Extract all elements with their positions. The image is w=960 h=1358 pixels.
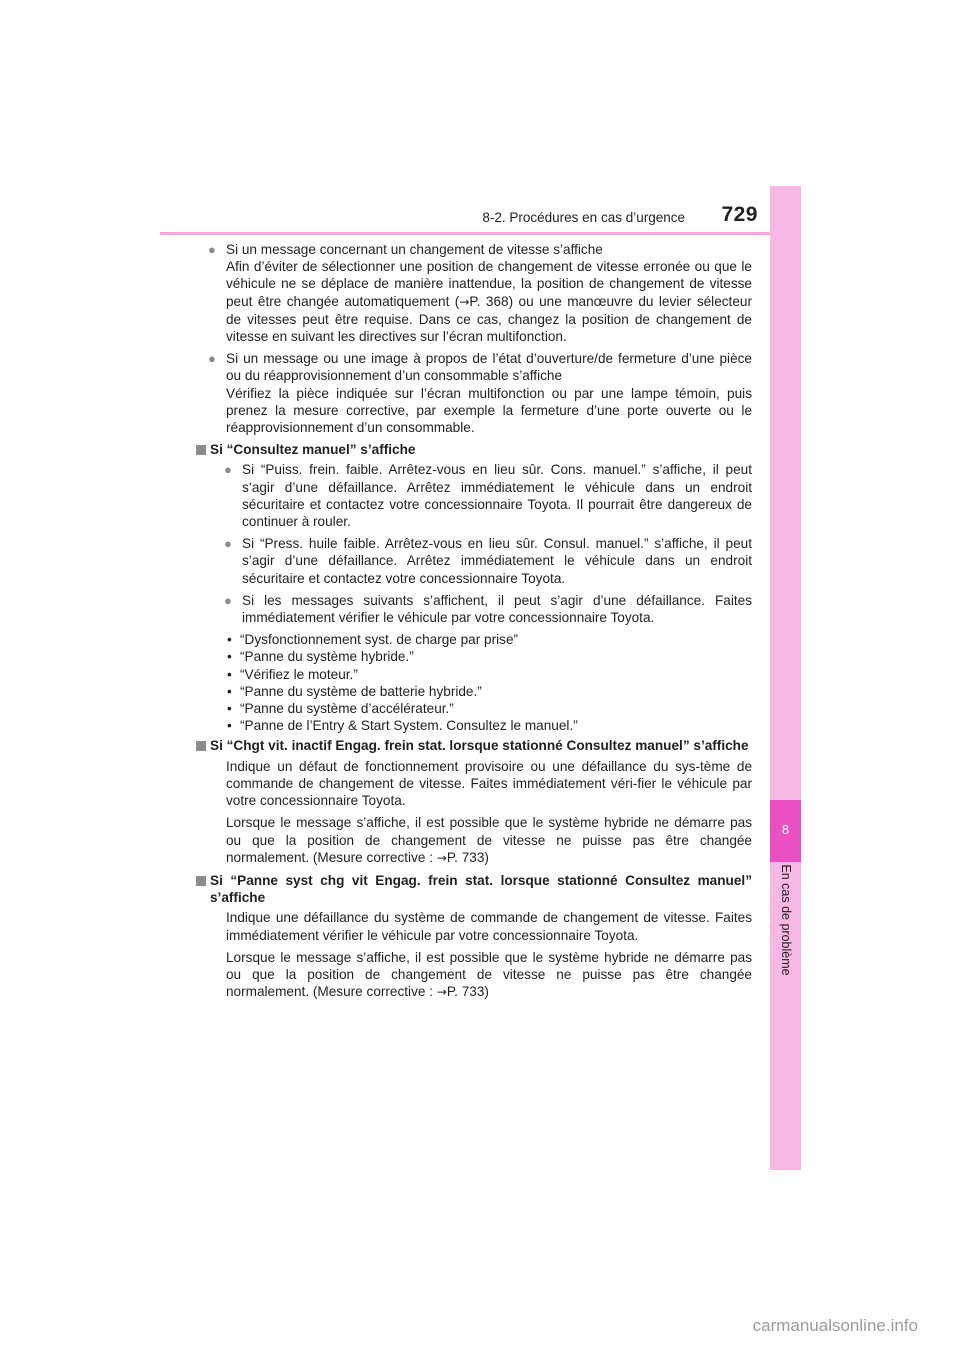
section-heading: Si “Consultez manuel” s’affiche [196,441,752,458]
message-list-item: • “Panne de l’Entry & Start System. Consultez le manuel.” [226,717,752,734]
paragraph: Lorsque le message s’affiche, il est possible que le système hybride ne démarre pas ou que la position de changement de vitesse ne puisse pas être changée normalement. (Mesure corrective : →P. 733) [226,949,752,1000]
paragraph: Indique un défaut de fonctionnement provisoire ou une défaillance du sys-tème de commande de changement de vitesse. Faites immédiatement véri-fier le véhicule par votre concessionnaire Toyota. [226,758,752,809]
arrow-icon: → [436,985,447,1000]
page-reference[interactable]: P. 368 [469,293,509,309]
message-list-item: • “Panne du système d’accélérateur.” [226,700,752,717]
section-body [210,461,752,626]
section-heading: Si “Chgt vit. inactif Engag. frein stat. lorsque stationné Consultez manuel” s’affiche [196,737,752,754]
item-text: Afin d’éviter de sélectionner une position de changement de vitesse erronée ou que le véhicule ne se déplace de manière inattendue, la position de changement de vitesse peut être changée automatiquement (→P. 368) ou une manœuvre du levier sélecteur de vitesses peut être requise. Dans ce cas, changez la position de changement de vitesse en suivant les directives sur l’écran multifonction. [226,259,752,345]
paragraph: Indique une défaillance du système de commande de changement de vitesse. Faites immédiatement vérifier le véhicule par votre concessionnaire Toyota. [226,910,752,943]
header-divider [160,232,800,235]
list-item [210,350,752,436]
arrow-icon: → [459,294,470,309]
section-heading: Si “Panne syst chg vit Engag. frein stat. lorsque stationné Consultez manuel” s’affiche [196,872,752,906]
square-bullet-icon [196,876,206,886]
list-item [210,241,752,345]
arrow-icon: → [436,850,447,865]
list-item: ● Si “Press. huile faible. Arrêtez-vous en lieu sûr. Consul. manuel.” s’affiche, il peut s’agir d’une défaillance. Arrêtez immédiatement le véhicule dans un endroit sécuritaire et contactez votre concessionnaire Toyota. [224,536,752,586]
bullet-icon: ● [224,592,232,608]
page-content [210,241,752,1006]
page-reference[interactable]: P. 733 [446,849,485,865]
square-bullet-icon [196,741,206,751]
chapter-side-tab [770,186,801,1170]
page-reference[interactable]: P. 733 [446,984,485,1000]
page-number: 729 [721,203,758,226]
bullet-icon: ● [208,242,216,257]
chapter-number: 8 [781,822,790,837]
section-reference: 8-2. Procédures en cas d’urgence [482,210,685,225]
bullet-icon: ● [208,351,216,367]
paragraph: Lorsque le message s’affiche, il est possible que le système hybride ne démarre pas ou que la position de changement de vitesse ne puisse pas être changée normalement. (Mesure corrective : →P. 733) [226,815,752,865]
chapter-label: En cas de problème [779,864,793,976]
square-bullet-icon [196,445,206,455]
item-title: Si un message ou une image à propos de l’état d’ouverture/de fermeture d’une pièce ou du réapprovisionnement d’un consommable s’affiche [226,351,752,384]
message-list-item: • “Dysfonctionnement syst. de charge par prise” [226,631,752,648]
list-item: ● Si les messages suivants s’affichent, il peut s’agir d’une défaillance. Faites immédiatement vérifier le véhicule par votre concessionnaire Toyota. [224,592,752,626]
bullet-icon: ● [224,462,232,478]
message-list-item: • “Panne du système hybride.” [226,648,752,665]
item-title: Si un message concernant un changement de vitesse s’affiche [226,242,603,257]
item-text: Vérifiez la pièce indiquée sur l’écran multifonction ou par une lampe témoin, puis prenez la mesure corrective, par exemple la fermeture d’une porte ouverte ou le réapprovisionnement d’un consommable. [226,385,752,436]
page-header [160,200,800,234]
bullet-icon: ● [224,536,232,552]
message-list [210,631,752,734]
message-list-item: • “Panne du système de batterie hybride.” [226,683,752,700]
message-list-item: • “Vérifiez le moteur.” [226,666,752,683]
list-item: ● Si “Puiss. frein. faible. Arrêtez-vous en lieu sûr. Cons. manuel.” s’affiche, il peut s’agir d’une défaillance. Arrêtez immédiatement le véhicule dans un endroit sécuritaire et contactez votre concessionnaire Toyota. Il pourrait être dangereux de continuer à rouler. [224,462,752,530]
watermark: carmanualsonline.info [752,1316,918,1335]
